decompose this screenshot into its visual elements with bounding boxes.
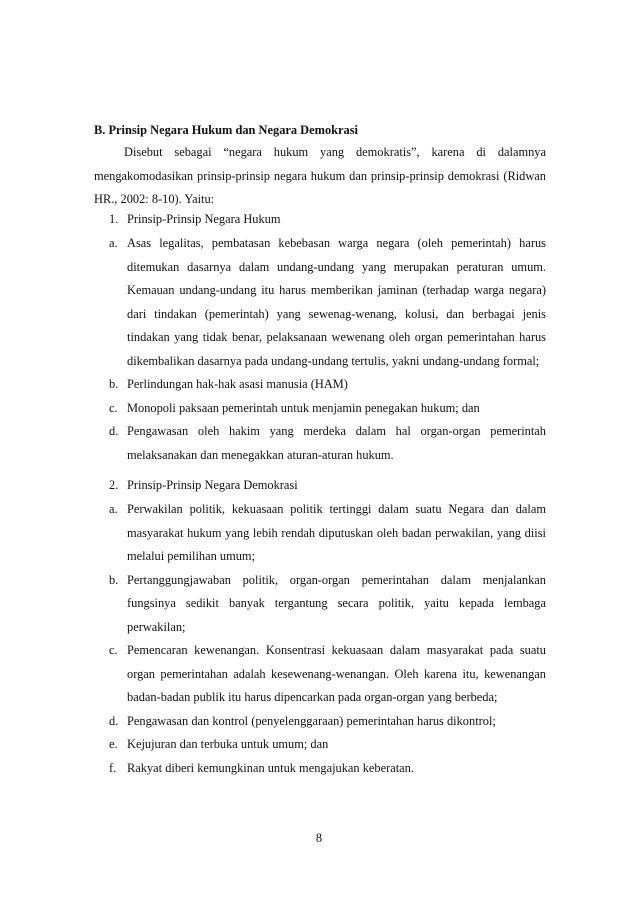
list-item <box>94 420 546 467</box>
list-negara-demokrasi <box>94 498 546 780</box>
list-marker: d. <box>109 713 119 728</box>
subheading-number: 1. <box>109 212 119 226</box>
section-heading: B. Prinsip Negara Hukum dan Negara Demokrasi <box>94 123 358 137</box>
list-item <box>94 710 546 734</box>
list-item-text: Pengawasan oleh hakim yang merdeka dalam hal organ-organ pemerintah melaksanakan dan menegakkan aturan-aturan hukum. <box>127 424 546 462</box>
list-marker: b. <box>109 572 119 587</box>
list-marker: a. <box>109 502 118 516</box>
list-item <box>94 373 546 397</box>
subheading-title: Prinsip-Prinsip Negara Demokrasi <box>127 478 298 492</box>
list-marker: f. <box>109 760 117 775</box>
list-item <box>94 757 546 781</box>
list-item <box>94 498 546 569</box>
list-item-text: Pengawasan dan kontrol (penyelenggaraan) pemerintahan harus dikontrol; <box>127 713 496 728</box>
list-item-text: Pertanggungjawaban politik, organ-organ pemerintahan dalam menjalankan fungsinya sedikit banyak tergantung secara politik, yaitu kepada lembaga perwakilan; <box>127 572 546 634</box>
list-item-text: Asas legalitas, pembatasan kebebasan warga negara (oleh pemerintah) harus ditemukan dasarnya dalam undang-undang yang merupakan peraturan umum. Kemauan undang-undang itu harus memberikan jaminan (terhadap warga negara) dari tindakan (pemerintah) yang sewenag-wenang, kolusi, dan berbagai jenis tindakan yang tidak benar, pelaksanaan wewenang oleh organ pemerintahan harus dikembalikan dasarnya pada undang-undang tertulis, yakni undang-undang formal; <box>127 236 546 368</box>
list-item <box>94 397 546 421</box>
list-marker: b. <box>109 377 119 391</box>
list-item-text: Monopoli paksaan pemerintah untuk menjamin penegakan hukum; dan <box>127 400 480 415</box>
list-marker: c. <box>109 400 118 415</box>
list-item <box>94 733 546 757</box>
subheading-number: 2. <box>109 478 119 492</box>
list-marker: c. <box>109 643 118 657</box>
list-item-text: Perlindungan hak-hak asasi manusia (HAM) <box>127 377 348 391</box>
list-marker: e. <box>109 737 118 751</box>
list-marker: a. <box>109 236 118 250</box>
list-item <box>94 639 546 710</box>
list-item-text: Rakyat diberi kemungkinan untuk mengajukan keberatan. <box>127 760 414 775</box>
list-negara-hukum <box>94 232 546 467</box>
list-item-text: Kejujuran dan terbuka untuk umum; dan <box>127 737 329 751</box>
intro-paragraph: Disebut sebagai “negara hukum yang demokratis”, karena di dalamnya mengakomodasikan prinsip-prinsip negara hukum dan prinsip-prinsip demokrasi (Ridwan HR., 2002: 8-10). Yaitu: <box>94 145 546 206</box>
list-marker: d. <box>109 424 119 438</box>
list-item <box>94 232 546 373</box>
list-item-text: Pemencaran kewenangan. Konsentrasi kekuasaan dalam masyarakat pada suatu organ pemerintahan adalah kesewenang-wenangan. Oleh karena itu, kewenangan badan-badan publik itu harus dipencarkan pada organ-organ yang berbeda; <box>127 643 546 704</box>
subheading-prinsip-negara-hukum <box>109 208 281 232</box>
list-item <box>94 569 546 640</box>
subheading-title: Prinsip-Prinsip Negara Hukum <box>127 212 281 226</box>
list-item-text: Perwakilan politik, kekuasaan politik tertinggi dalam suatu Negara dan dalam masyarakat hukum yang lebih rendah diputuskan oleh badan perwakilan, yang diisi melalui pemilihan umum; <box>127 502 546 563</box>
page-number: 8 <box>315 831 323 845</box>
subheading-prinsip-negara-demokrasi <box>109 474 298 498</box>
